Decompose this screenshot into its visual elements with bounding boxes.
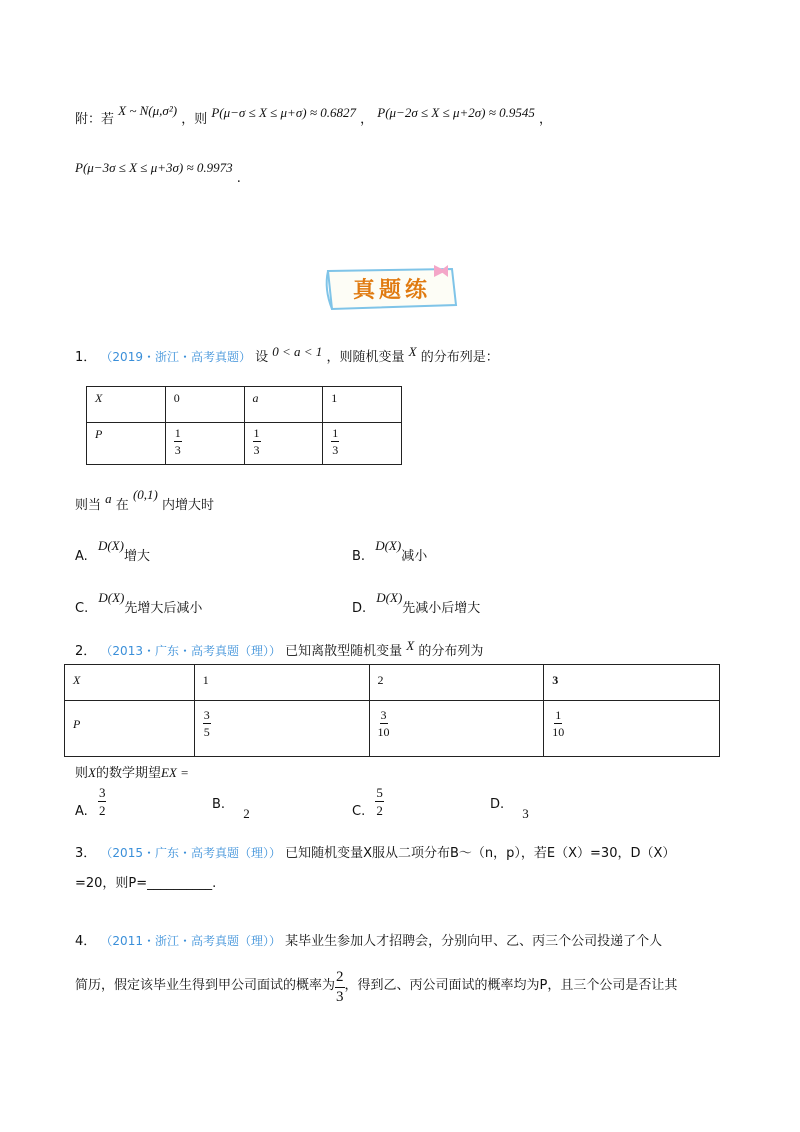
q2-option-d[interactable] [490,796,529,821]
option-text: 减小 [401,549,428,564]
option-label: A. [75,549,88,564]
option-label: D. [490,797,505,812]
table-cell: P [65,701,195,757]
q1-distribution-table [86,386,402,465]
table-cell: 2 [369,665,544,701]
q3-line-2 [75,872,216,891]
q4-text: 某毕业生参加人才招聘会，分别向甲、乙、丙三个公司投递了个人 [285,934,663,949]
table-cell: X [65,665,195,701]
q1-stem-text: 则当 [75,498,102,513]
table-cell [165,423,244,465]
q2-option-b[interactable] [212,796,250,821]
fraction: $\frac{3}{10}$ [377,708,390,739]
question-source: （2011・浙江・高考真题（理）） [100,934,281,948]
option-math: D(X) [97,538,124,553]
question-number: 1． [75,350,97,365]
fraction: $\frac{3}{5}$ [203,708,210,739]
q4-line-1 [75,930,662,949]
appendix-period: . [236,171,241,186]
q1-stem-var: a [105,491,112,506]
fraction: $\frac{1}{3}$ [332,426,339,457]
q1-text: ，则随机变量 [326,350,405,365]
table-cell [244,423,323,465]
q2-text: 已知离散型随机变量 [285,644,403,659]
option-text: 增大 [123,549,150,564]
q2-stem-text: 的数学期望 [95,766,161,781]
q2-header [75,640,483,659]
appendix-then: ，则 [181,112,208,127]
table-cell: 0 [165,387,244,423]
q1-option-b[interactable] [352,538,428,564]
q1-interval: (0,1) [132,487,158,502]
q1-option-d[interactable] [352,590,481,616]
question-source: （2015・广东・高考真题（理）） [100,846,281,860]
q2-option-a[interactable] [75,786,106,817]
normal-dist-expr: X ~ N(μ,σ²) [118,103,178,118]
table-cell: X [87,387,166,423]
q3-text[interactable]: =20，则P=__________. [75,876,217,891]
table-cell [544,701,720,757]
option-label: B. [352,549,366,564]
q2-option-c[interactable] [352,786,384,817]
q2-variable: X [406,638,415,653]
fraction: $\frac{5}{2}$ [376,785,383,818]
prob-two-sigma: P(μ−2σ ≤ X ≤ μ+2σ) ≈ 0.9545 [377,105,535,120]
option-math: D(X) [375,538,402,553]
q2-stem-var: X [88,765,96,780]
option-text: 先增大后减小 [124,601,203,616]
prob-three-sigma: P(μ−3σ ≤ X ≤ μ+3σ) ≈ 0.9973 [75,160,233,175]
table-cell [369,701,544,757]
appendix-line-1 [75,103,553,127]
q3-line-1 [75,842,675,861]
table-cell: 1 [323,387,402,423]
question-source: （2019・浙江・高考真题） [100,350,251,364]
q2-expectation: EX = [160,765,189,780]
option-label: C. [352,804,366,819]
option-label: D. [352,601,367,616]
q1-text: 设 [255,350,269,365]
prob-one-sigma: P(μ−σ ≤ X ≤ μ+σ) ≈ 0.6827 [211,105,356,120]
table-cell: 1 [194,665,369,701]
appendix-prefix: 附：若 [75,112,115,127]
table-cell: 3 [544,665,720,701]
appendix-comma: ， [360,112,374,127]
option-label: B. [212,797,226,812]
q1-stem-text: 在 [115,498,129,513]
option-text: 先减小后增大 [402,601,481,616]
q4-text: ，得到乙、丙公司面试的概率均为P，且三个公司是否让其 [344,978,678,993]
q4-line-2 [75,970,677,1005]
table-cell: P [87,423,166,465]
q1-stem [75,487,215,513]
question-source: （2013・广东・高考真题（理）） [100,644,281,658]
table-cell: a [244,387,323,423]
question-number: 4． [75,934,97,949]
q2-stem-text: 则 [75,766,89,781]
q4-text: 简历，假定该毕业生得到甲公司面试的概率为 [75,978,336,993]
option-value: 2 [243,806,250,821]
q3-text: 已知随机变量X服从二项分布B～（n，p），若E（X）=30，D（X） [285,846,676,861]
appendix-line-2 [75,160,241,186]
q2-distribution-table [64,664,720,757]
option-label: A. [75,804,88,819]
q1-header [75,346,499,365]
q1-option-a[interactable] [75,538,150,564]
q1-condition: 0 < a < 1 [272,344,323,359]
fraction: $\frac{3}{2}$ [98,785,106,818]
question-number: 3． [75,846,97,861]
option-math: D(X) [98,590,125,605]
q2-text: 的分布列为 [418,644,484,659]
q2-stem [75,762,189,781]
option-math: D(X) [376,590,403,605]
banner-title: 真题练 [352,277,431,303]
fraction: $\frac{1}{10}$ [552,708,565,739]
table-cell [323,423,402,465]
fraction: $\frac{1}{3}$ [174,426,181,457]
q1-variable: X [408,344,417,359]
q1-text: 的分布列是： [420,350,499,365]
section-banner [322,265,462,313]
option-value: 3 [522,806,529,821]
fraction: $\frac{2}{3}$ [336,969,344,1005]
option-label: C. [75,601,89,616]
fraction: $\frac{1}{3}$ [253,426,260,457]
q1-option-c[interactable] [75,590,203,616]
q1-stem-text: 内增大时 [162,498,215,513]
question-number: 2． [75,644,97,659]
appendix-comma: ， [539,112,553,127]
table-cell [194,701,369,757]
